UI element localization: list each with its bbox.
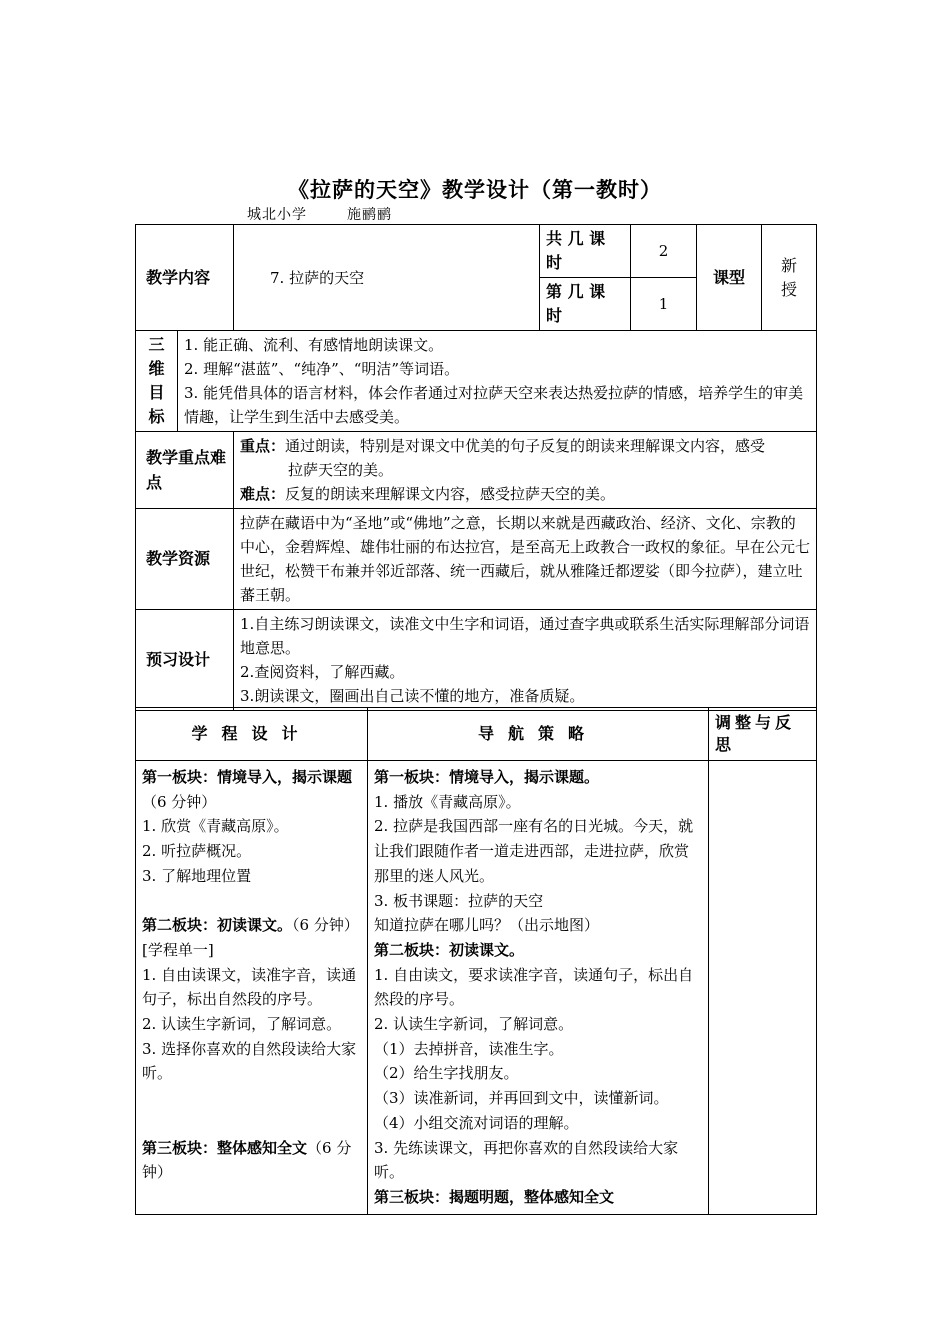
current-hour-label: 第 几 课 时 [540, 278, 631, 331]
author-name: 施鹂鹂 [347, 207, 392, 223]
goal-item: 2. 理解“湛蓝”、“纯净”、“明洁”等词语。 [184, 360, 460, 378]
line-text: 1. 自由读文，要求读准字音，读通句子，标出自然段的序号。 [374, 965, 694, 1009]
duration-text: （6 分钟） [142, 1138, 352, 1182]
line-text: 第三板块：整体感知全文 [142, 1138, 308, 1157]
step-line [374, 1136, 702, 1185]
step-line [374, 1012, 702, 1037]
line-text: 1. 播放《青藏高原》。 [374, 792, 521, 811]
line-text: 3. 先练读课文，再把你喜欢的自然段读给大家听。 [374, 1138, 679, 1182]
step-line [374, 1061, 702, 1086]
line-text: 第一板块：情境导入，揭示课题 [142, 768, 353, 786]
preview-label: 预习设计 [136, 610, 234, 711]
step-line [142, 814, 361, 839]
step-line [374, 1086, 702, 1111]
key-point-text: 通过朗读，特别是对课文中优美的句子反复的朗读来理解课文内容，感受 [285, 437, 766, 455]
line-text: 3. 板书课题：拉萨的天空 [374, 891, 544, 910]
key-point-label: 重点： [240, 437, 286, 455]
resources-text: 拉萨在藏语中为“圣地”或“佛地”之意，长期以来就是西藏政治、经济、文化、宗教的中心，金碧辉煌、雄伟壮丽的布达拉宫，是至高无上政教合一政权的象征。早在公元七世纪，松赞干布兼并邻近部落、统一西藏后，就从雅隆迁都逻娑（即今拉萨），建立吐蕃王朝。 [234, 509, 817, 610]
keypoints-label: 教学重点难点 [136, 432, 234, 509]
total-hours-value: 2 [631, 225, 697, 278]
section-heading [374, 938, 702, 963]
line-text: 1. 欣赏《青藏高原》。 [142, 817, 289, 836]
lesson-type-value: 新授 [762, 225, 817, 331]
step-line [374, 963, 702, 1012]
line-text: 第二板块：初读课文。 [374, 940, 525, 959]
line-text: 2. 认读生字新词，了解词意。 [374, 1015, 574, 1034]
line-text: 1. 自由读课文，读准字音，读通句子，标出自然段的序号。 [142, 965, 357, 1009]
step-line [142, 963, 361, 1012]
line-text: 第三板块：揭题明题，整体感知全文 [374, 1187, 615, 1206]
goals-content [178, 331, 817, 432]
step-line [374, 889, 702, 914]
key-point [240, 434, 810, 458]
line-text: （3）读准新词，并再回到文中，读懂新词。 [374, 1089, 669, 1108]
preview-item: 1.自主练习朗读课文，读准文中生字和词语，通过查字典或联系生活实际理解部分词语地意思。 [240, 615, 810, 657]
step-line [142, 938, 361, 963]
hard-point-label: 难点： [240, 485, 286, 503]
line-text: （2）给生字找朋友。 [374, 1064, 519, 1083]
key-point-cont: 拉萨天空的美。 [288, 461, 394, 479]
preview-content [234, 610, 817, 711]
current-hour-value: 1 [631, 278, 697, 331]
lesson-info-table [135, 224, 817, 711]
preview-item: 2.查阅资料，了解西藏。 [240, 663, 405, 681]
section-heading [374, 1185, 702, 1210]
learning-column [136, 761, 368, 1215]
step-line [142, 1012, 361, 1037]
page-title: 《拉萨的天空》教学设计（第一教时） [288, 177, 662, 202]
resources-label: 教学资源 [136, 509, 234, 610]
line-text: 3. 选择你喜欢的自然段读给大家听。 [142, 1039, 357, 1083]
total-hours-label: 共 几 课 时 [540, 225, 631, 278]
spacer [142, 1086, 361, 1135]
section-heading [142, 765, 361, 814]
duration-text: （6 分钟） [292, 916, 359, 935]
step-line [142, 839, 361, 864]
line-text: 第一板块：情境导入，揭示课题。 [374, 768, 600, 786]
content-value: 7. 拉萨的天空 [234, 225, 540, 331]
section-heading [142, 1136, 361, 1185]
step-line [142, 864, 361, 889]
line-text: （4）小组交流对词语的理解。 [374, 1113, 579, 1132]
line-text: （1）去掉拼音，读准生字。 [374, 1039, 564, 1058]
line-text: 2. 认读生字新词，了解词意。 [142, 1015, 342, 1034]
byline [247, 204, 392, 224]
line-text: 知道拉萨在哪儿吗？（出示地图） [374, 916, 600, 935]
duration-text: （6 分钟） [142, 792, 217, 811]
col-header-strategy: 导航策略 [368, 708, 709, 761]
preview-item: 3.朗读课文，圈画出自己读不懂的地方，准备质疑。 [240, 687, 585, 705]
col-header-reflection: 调整与反思 [709, 708, 817, 761]
line-text: [学程单一] [142, 940, 214, 959]
hard-point [240, 482, 810, 506]
reflection-column [709, 761, 817, 1215]
step-line [374, 814, 702, 888]
line-text: 2. 听拉萨概况。 [142, 842, 252, 861]
keypoints-content [234, 432, 817, 509]
spacer [142, 889, 361, 914]
lesson-type-label: 课型 [697, 225, 762, 331]
school-name: 城北小学 [247, 207, 307, 223]
line-text: 2. 拉萨是我国西部一座有名的日光城。今天，就让我们跟随作者一道走进西部，走进拉萨，欣赏那里的迷人风光。 [374, 817, 694, 885]
section-heading [142, 913, 361, 938]
goals-label: 三维目标 [136, 331, 178, 432]
content-label: 教学内容 [136, 225, 234, 331]
strategy-column [368, 761, 709, 1215]
line-text: 3. 了解地理位置 [142, 866, 252, 885]
step-line [374, 1037, 702, 1062]
step-line [142, 1037, 361, 1086]
goal-item: 3. 能凭借具体的语言材料，体会作者通过对拉萨天空来表达热爱拉萨的情感，培养学生的审美情趣，让学生到生活中去感受美。 [184, 384, 804, 426]
goal-item: 1. 能正确、流利、有感情地朗读课文。 [184, 336, 444, 354]
step-line [374, 790, 702, 815]
process-table [135, 707, 817, 1215]
step-line [374, 1111, 702, 1136]
step-line [374, 913, 702, 938]
hard-point-text: 反复的朗读来理解课文内容，感受拉萨天空的美。 [285, 485, 616, 503]
section-heading [374, 765, 702, 790]
line-text: 第二板块：初读课文。 [142, 916, 293, 935]
col-header-learning: 学程设计 [136, 708, 368, 761]
